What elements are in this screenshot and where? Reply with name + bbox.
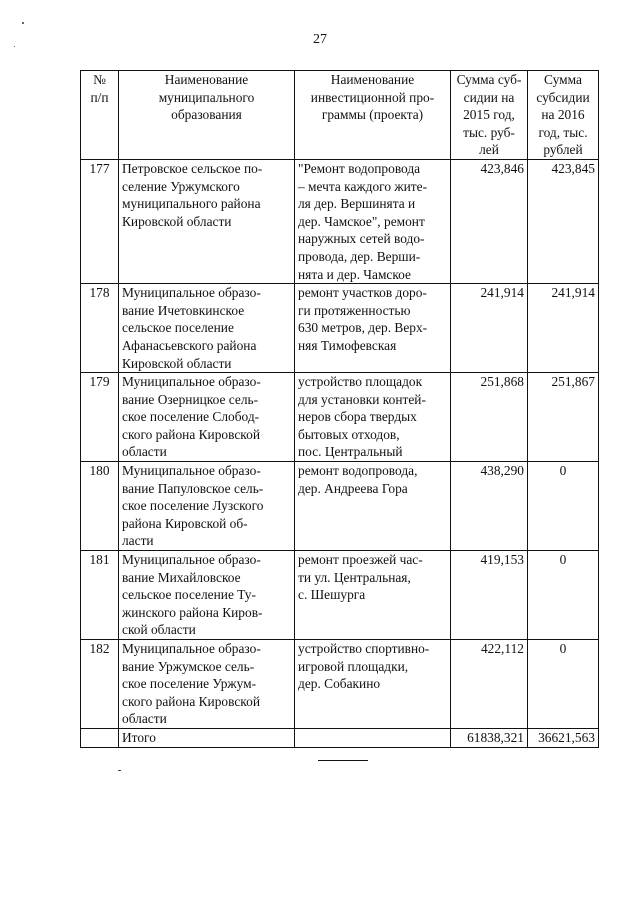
subsidy-table [80,70,599,748]
row-number: 179 [81,373,119,462]
scan-speck [14,46,15,47]
table-row [81,284,599,373]
row-number: 182 [81,640,119,729]
total-row [81,728,599,747]
row-program: ремонт водопровода, дер. Андреева Гора [295,462,451,551]
table-header-row [81,71,599,160]
row-municipality: Муниципальное образо- вание Озерницкое сель- ское поселение Слобод- ского района Кировской области [119,373,295,462]
row-municipality: Муниципальное образо- вание Папуловское сель- ское поселение Лузского района Кировской об- ласти [119,462,295,551]
row-sum-2016: 0 [528,640,599,729]
row-municipality: Петровское сельское по- селение Уржумского муниципального района Кировской области [119,159,295,283]
row-sum-2016: 423,845 [528,159,599,283]
page-number: 27 [313,32,327,47]
row-municipality: Муниципальное образо- вание Михайловское сельское поселение Ту- жинского района Киров- ской области [119,551,295,640]
header-number: № п/п [81,71,119,160]
table-row [81,551,599,640]
total-sum-2016: 36621,563 [528,728,599,747]
row-program: устройство спортивно- игровой площадки, дер. Собакино [295,640,451,729]
table-row [81,373,599,462]
row-sum-2016: 0 [528,462,599,551]
header-municipality: Наименование муниципального образования [119,71,295,160]
row-sum-2015: 438,290 [451,462,528,551]
row-sum-2015: 241,914 [451,284,528,373]
row-sum-2015: 422,112 [451,640,528,729]
total-number-cell [81,728,119,747]
row-sum-2016: 251,867 [528,373,599,462]
scan-speck [118,770,121,771]
row-sum-2016: 241,914 [528,284,599,373]
row-program: устройство площадок для установки контей- неров сбора твердых бытовых отходов, пос. Центральный [295,373,451,462]
header-sum-2015: Сумма суб- сидии на 2015 год, тыс. руб- лей [451,71,528,160]
row-program: ремонт участков доро- ги протяженностью 630 метров, дер. Верх- няя Тимофевская [295,284,451,373]
row-municipality: Муниципальное образо- вание Ичетовкинское сельское поселение Афанасьевского района Кировской области [119,284,295,373]
row-program: "Ремонт водопровода – мечта каждого жите- ля дер. Вершинята и дер. Чамское", ремонт наружных сетей водо- провода, дер. Верши- нята и дер. Чамское [295,159,451,283]
row-number: 180 [81,462,119,551]
table-row [81,640,599,729]
header-program: Наименование инвестиционной про- граммы (проекта) [295,71,451,160]
total-program-cell [295,728,451,747]
row-municipality: Муниципальное образо- вание Уржумское сель- ское поселение Уржум- ского района Кировской области [119,640,295,729]
row-number: 178 [81,284,119,373]
row-sum-2015: 423,846 [451,159,528,283]
row-number: 177 [81,159,119,283]
row-number: 181 [81,551,119,640]
total-label: Итого [119,728,295,747]
total-sum-2015: 61838,321 [451,728,528,747]
row-sum-2015: 251,868 [451,373,528,462]
end-of-table-rule [318,760,368,761]
header-sum-2016: Сумма субсидии на 2016 год, тыс. рублей [528,71,599,160]
scan-speck [22,22,24,24]
table-row [81,462,599,551]
row-sum-2016: 0 [528,551,599,640]
table-row [81,159,599,283]
row-sum-2015: 419,153 [451,551,528,640]
row-program: ремонт проезжей час- ти ул. Центральная, с. Шешурга [295,551,451,640]
